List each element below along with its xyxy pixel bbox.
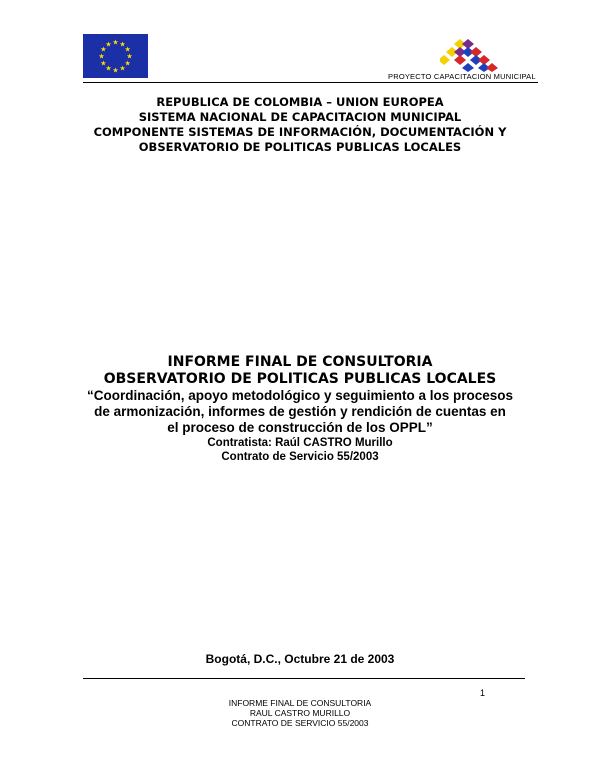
- svg-text:★: ★: [105, 40, 112, 49]
- svg-text:★: ★: [112, 38, 119, 47]
- footer-divider: [83, 678, 525, 679]
- header-line: SISTEMA NACIONAL DE CAPACITACION MUNICIPAL: [138, 110, 462, 124]
- svg-text:★: ★: [100, 45, 107, 54]
- contractor-line: Contratista: Raúl CASTRO Murillo: [207, 437, 393, 449]
- title-block: [0, 354, 600, 464]
- subtitle-line: el proceso de construcción de los OPPL”: [167, 420, 433, 435]
- document-title: INFORME FINAL DE CONSULTORIA: [167, 354, 433, 370]
- header-line: OBSERVATORIO DE POLITICAS PUBLICAS LOCALES: [138, 140, 462, 154]
- header-line: COMPONENTE SISTEMAS DE INFORMACIÓN, DOCUMENTACIÓN Y: [93, 125, 507, 139]
- footer-line: CONTRATO DE SERVICIO 55/2003: [231, 718, 369, 728]
- footer-line: RAUL CASTRO MURILLO: [249, 708, 351, 718]
- svg-text:★: ★: [124, 59, 131, 68]
- document-date: Bogotá, D.C., Octubre 21 de 2003: [205, 652, 395, 666]
- svg-text:★: ★: [119, 64, 126, 73]
- document-subtitle-program: OBSERVATORIO DE POLITICAS PUBLICAS LOCALES: [103, 371, 497, 387]
- svg-text:★: ★: [98, 52, 105, 61]
- contract-line: Contrato de Servicio 55/2003: [221, 451, 379, 463]
- eu-stars-icon: [83, 34, 148, 78]
- svg-text:★: ★: [124, 45, 131, 54]
- svg-text:★: ★: [100, 59, 107, 68]
- diamond-grid-icon: [440, 38, 506, 72]
- header-line: REPUBLICA DE COLOMBIA – UNION EUROPEA: [156, 95, 444, 109]
- proyecto-capacitacion-municipal-logo: [440, 38, 506, 72]
- svg-text:★: ★: [112, 66, 119, 75]
- header-divider: [83, 82, 538, 83]
- page-number: 1: [480, 688, 486, 698]
- eu-flag-logo: [83, 34, 148, 78]
- footer-line: INFORME FINAL DE CONSULTORIA: [228, 698, 372, 708]
- svg-text:★: ★: [126, 52, 133, 61]
- institutional-header: [0, 95, 600, 155]
- svg-text:★: ★: [119, 40, 126, 49]
- subtitle-line: de armonización, informes de gestión y rendición de cuentas en: [94, 404, 506, 419]
- logo-caption: PROYECTO CAPACITACION MUNICIPAL: [388, 72, 536, 81]
- svg-text:★: ★: [105, 64, 112, 73]
- subtitle-line: “Coordinación, apoyo metodológico y seguimiento a los procesos: [86, 388, 514, 403]
- page-footer: [0, 698, 600, 728]
